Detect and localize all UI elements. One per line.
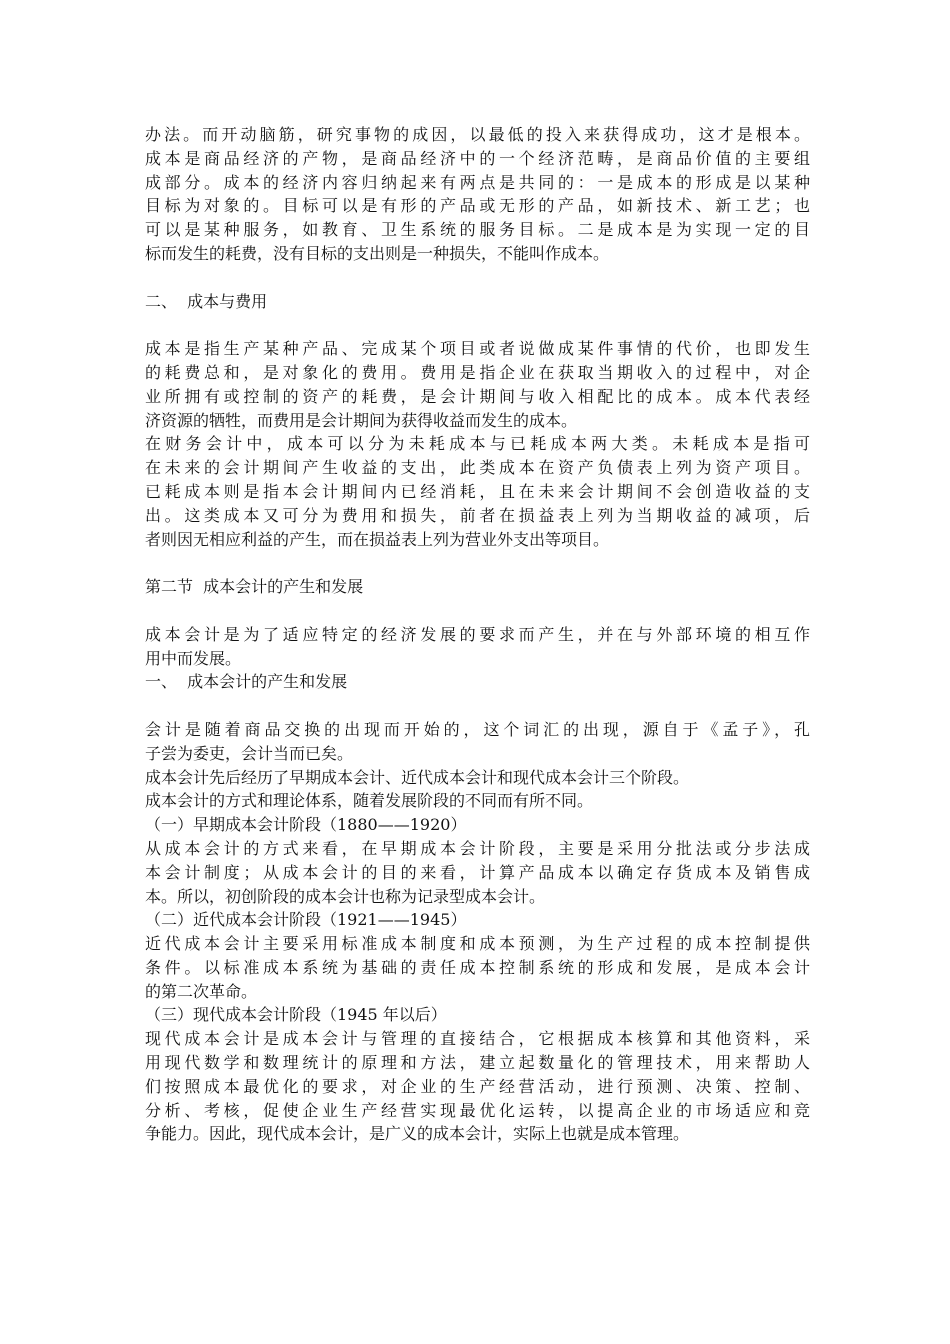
text-line: 目标为对象的。目标可以是有形的产品或无形的产品，如新技术、新工艺；也: [145, 196, 810, 216]
text-line: 成本是指生产某种产品、完成某个项目或者说做成某件事情的代价，也即发生: [145, 339, 810, 359]
section-heading-origin-development: 一、 成本会计的产生和发展: [145, 672, 348, 692]
document-page: [145, 123, 810, 1146]
text-line: 争能力。因此，现代成本会计，是广义的成本会计，实际上也就是成本管理。: [145, 1124, 690, 1144]
spacer: [145, 694, 810, 718]
text-line: 用现代数学和数理统计的原理和方法，建立起数量化的管理技术，用来帮助人: [145, 1053, 810, 1073]
stage-heading-contemporary: （三）现代成本会计阶段（1945 年以后）: [145, 1005, 447, 1025]
paragraph-cost-accounting-history: [145, 718, 810, 1146]
text-line: 用中而发展。: [145, 648, 242, 668]
text-line: 近代成本会计主要采用标准成本制度和成本预测，为生产过程的成本控制提供: [145, 934, 810, 954]
text-line: 成本会计的方式和理论体系，随着发展阶段的不同而有所不同。: [145, 791, 594, 811]
section-heading-cost-and-expense: 二、 成本与费用: [145, 291, 268, 311]
text-line: 者则因无相应利益的产生，而在损益表上列为营业外支出等项目。: [145, 529, 610, 549]
text-line: 出。这类成本又可分为费用和损失，前者在损益表上列为当期收益的减项，后: [145, 505, 810, 525]
text-line: 成本会计是为了适应特定的经济发展的要求而产生，并在与外部环境的相互作: [145, 624, 810, 644]
text-line: 在财务会计中，成本可以分为未耗成本与已耗成本两大类。未耗成本是指可: [145, 434, 810, 454]
text-line: 已耗成本则是指本会计期间内已经消耗，且在未来会计期间不会创造收益的支: [145, 481, 810, 501]
paragraph-cost-nature: [145, 123, 810, 266]
text-line: 在未来的会计期间产生收益的支出，此类成本在资产负债表上列为资产项目。: [145, 458, 810, 478]
text-line: 济资源的牺牲，而费用是会计期间为获得收益而发生的成本。: [145, 410, 578, 430]
spacer: [145, 551, 810, 575]
section-heading-section-two: 第二节 成本会计的产生和发展: [145, 577, 364, 597]
stage-heading-early: （一）早期成本会计阶段（1880——1920）: [145, 815, 467, 835]
text-line: 条件。以标准成本系统为基础的责任成本控制系统的形成和发展，是成本会计: [145, 957, 810, 977]
spacer: [145, 599, 810, 623]
text-line: 成本会计先后经历了早期成本会计、近代成本会计和现代成本会计三个阶段。: [145, 767, 690, 787]
text-line: 成本是商品经济的产物，是商品经济中的一个经济范畴，是商品价值的主要组: [145, 148, 810, 168]
spacer: [145, 266, 810, 290]
text-line: 的耗费总和，是对象化的费用。费用是指企业在获取当期收入的过程中，对企: [145, 362, 810, 382]
text-line: 本。所以，初创阶段的成本会计也称为记录型成本会计。: [145, 886, 546, 906]
text-line: 现代成本会计是成本会计与管理的直接结合，它根据成本核算和其他资料，采: [145, 1029, 810, 1049]
spacer: [145, 313, 810, 337]
text-line: 本会计制度；从成本会计的目的来看，计算产品成本以确定存货成本及销售成: [145, 862, 810, 882]
text-line: 业所拥有或控制的资产的耗费，是会计期间与收入相配比的成本。成本代表经: [145, 386, 810, 406]
text-line: 标而发生的耗费，没有目标的支出则是一种损失，不能叫作成本。: [145, 243, 610, 263]
text-line: 分析、考核，促使企业生产经营实现最优化运转，以提高企业的市场适应和竞: [145, 1100, 810, 1120]
text-line: 从成本会计的方式来看，在早期成本会计阶段，主要是采用分批法或分步法成: [145, 838, 810, 858]
text-line: 会计是随着商品交换的出现而开始的，这个词汇的出现，源自于《孟子》，孔: [145, 719, 810, 739]
text-line: 们按照成本最优化的要求，对企业的生产经营活动，进行预测、决策、控制、: [145, 1076, 810, 1096]
text-line: 可以是某种服务，如教育、卫生系统的服务目标。二是成本是为实现一定的目: [145, 220, 810, 240]
paragraph-cost-expense: [145, 337, 810, 551]
paragraph-cost-accounting-intro: [145, 623, 810, 671]
text-line: 办法。而开动脑筋，研究事物的成因，以最低的投入来获得成功，这才是根本。: [145, 125, 810, 144]
text-line: 成部分。成本的经济内容归纳起来有两点是共同的：一是成本的形成是以某种: [145, 172, 810, 192]
text-line: 子尝为委吏，会计当而已矣。: [145, 743, 354, 763]
text-line: 的第二次革命。: [145, 981, 258, 1001]
stage-heading-modern-early: （二）近代成本会计阶段（1921——1945）: [145, 910, 467, 930]
